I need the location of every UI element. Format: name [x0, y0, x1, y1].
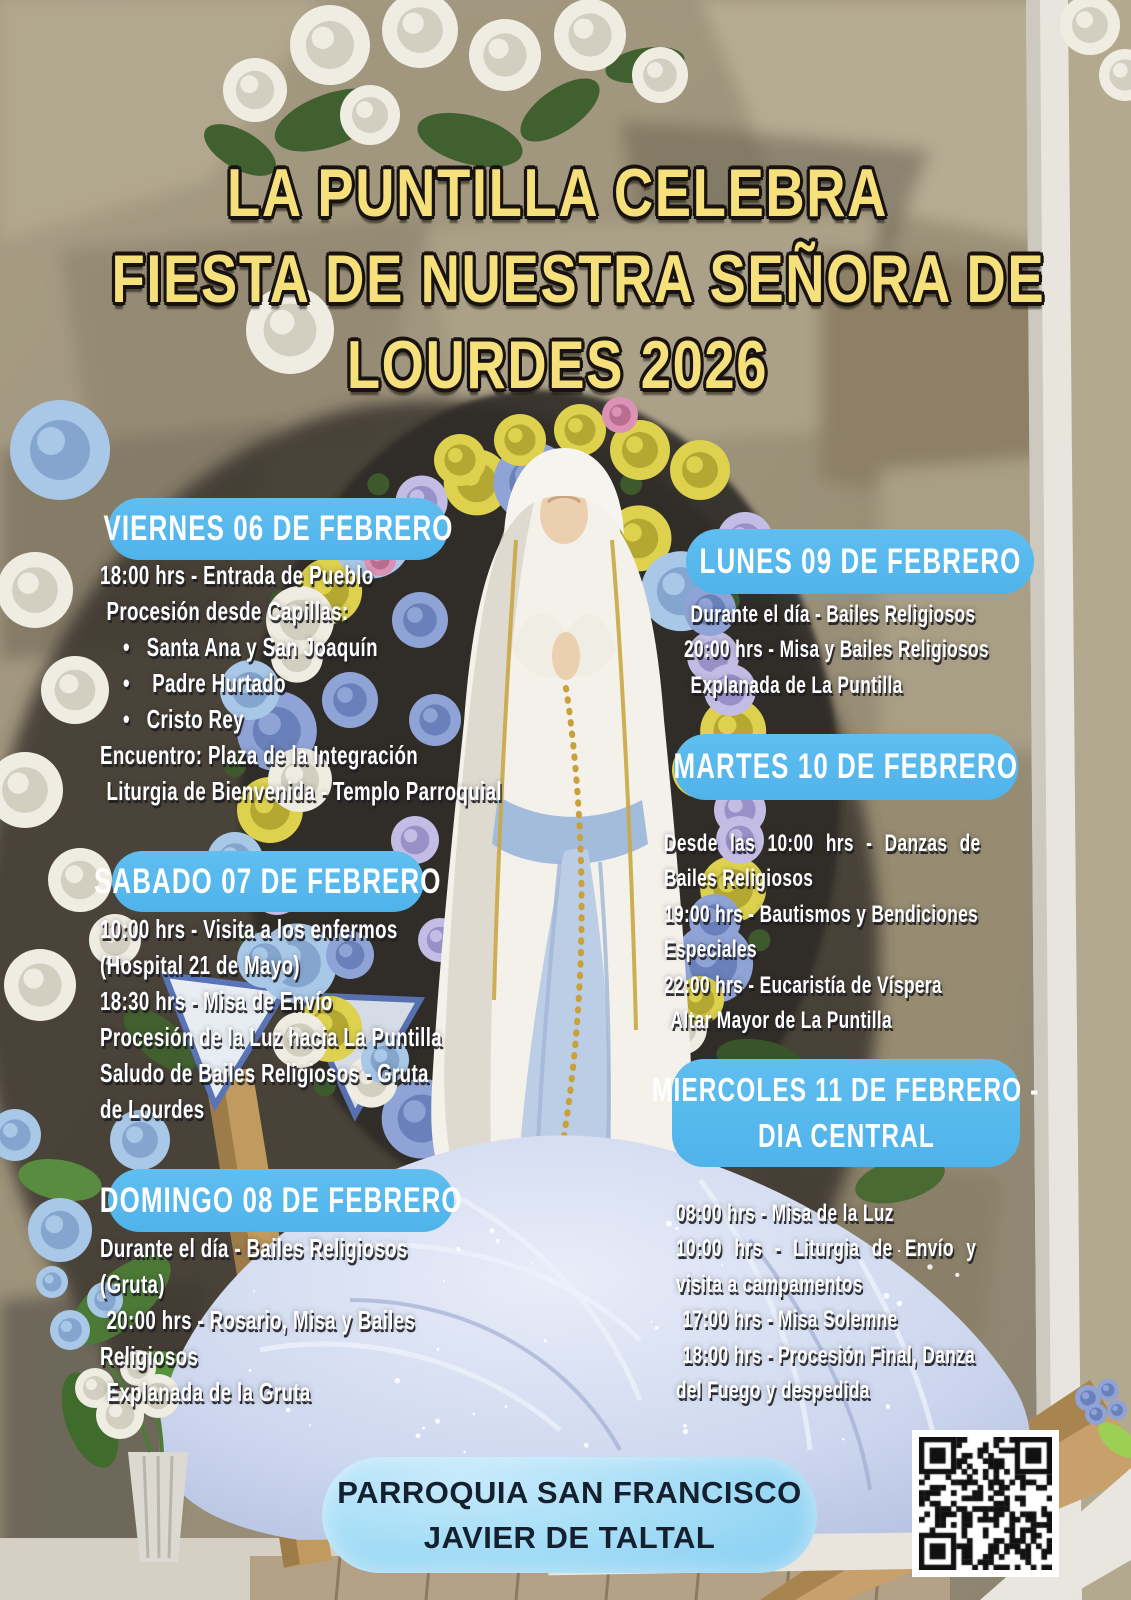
schedule-line: 19:00 hrs - Bautismos y Bendiciones — [664, 900, 979, 928]
schedule-line: 10:00 hrs - Visita a los enfermos — [100, 914, 398, 944]
schedule-line: 17:00 hrs - Misa Solemne — [682, 1306, 898, 1334]
section-header-label: DIA CENTRAL — [757, 1117, 935, 1154]
schedule-martes-10 — [664, 826, 1104, 1038]
schedule-line: del Fuego y despedida — [676, 1377, 870, 1405]
schedule-line: 08:00 hrs - Misa de la Luz — [676, 1200, 894, 1227]
section-header-label: DOMINGO 08 DE FEBRERO — [99, 1180, 463, 1220]
section-header-label: VIERNES 06 DE FEBRERO — [102, 509, 454, 548]
schedule-line: Bailes Religiosos — [664, 865, 814, 893]
title-line-1: LA PUNTILLA CELEBRA — [227, 155, 888, 231]
section-header-label: LUNES 09 DE FEBRERO — [699, 541, 1021, 581]
section-header-lunes-09 — [686, 529, 1034, 594]
schedule-line: Procesión desde Capillas: — [106, 596, 349, 626]
schedule-viernes-06 — [100, 557, 658, 809]
schedule-line: Especiales — [664, 936, 757, 964]
schedule-lunes-09 — [684, 597, 1108, 703]
schedule-line: Liturgia de Bienvenida - Templo Parroquial — [106, 776, 502, 806]
schedule-line: 18:00 hrs - Procesión Final, Danza — [682, 1341, 976, 1369]
schedule-line: Saludo de Bailes Religiosos - Gruta — [100, 1058, 429, 1088]
schedule-line: 20:00 hrs - Misa y Bailes Religiosos — [684, 636, 989, 664]
schedule-line: 18:30 hrs - Misa de Envío — [100, 986, 333, 1016]
schedule-line: (Hospital 21 de Mayo) — [100, 950, 301, 980]
section-header-sabado-07 — [94, 851, 442, 912]
schedule-domingo-08 — [100, 1230, 538, 1410]
title-line-3: LOURDES 2026 — [346, 327, 769, 403]
schedule-line: Durante el día - Bailes Religiosos — [100, 1233, 408, 1263]
schedule-line: 22:00 hrs - Eucaristía de Víspera — [664, 971, 942, 999]
schedule-line: Durante el día - Bailes Religiosos — [690, 601, 976, 628]
schedule-line: • Cristo Rey — [123, 704, 244, 734]
parish-name-pill — [322, 1457, 817, 1573]
section-header-domingo-08 — [99, 1169, 463, 1232]
schedule-line: Procesión de la Luz hacia La Puntilla — [100, 1022, 443, 1052]
section-header-miercoles-11 — [652, 1059, 1040, 1167]
schedule-miercoles-11 — [676, 1196, 1093, 1408]
schedule-line: Encuentro: Plaza de la Integración — [100, 740, 419, 770]
schedule-line: • Padre Hurtado — [123, 668, 286, 698]
section-header-viernes-06 — [102, 498, 454, 560]
poster-title — [0, 150, 1115, 408]
section-header-label: MIERCOLES 11 DE FEBRERO - — [652, 1071, 1040, 1108]
schedule-line: 10:00 hrs - Liturgia de Envío y — [676, 1235, 977, 1263]
schedule-line: • Santa Ana y San Joaquín — [123, 632, 378, 662]
schedule-line: (Gruta) — [100, 1269, 165, 1299]
qr-code-canvas — [919, 1437, 1052, 1570]
qr-code — [912, 1430, 1059, 1577]
parish-name-line: PARROQUIA SAN FRANCISCO — [337, 1475, 802, 1510]
parish-name-line: JAVIER DE TALTAL — [423, 1520, 716, 1555]
schedule-line: de Lourdes — [100, 1094, 205, 1124]
schedule-line: Desde las 10:00 hrs - Danzas de — [664, 830, 981, 857]
section-header-label: MARTES 10 DE FEBRERO — [673, 747, 1019, 786]
schedule-line: Altar Mayor de La Puntilla — [670, 1007, 893, 1035]
schedule-line: Explanada de La Puntilla — [690, 671, 903, 699]
title-line-2: FIESTA DE NUESTRA SEÑORA DE — [111, 241, 1046, 317]
schedule-line: Explanada de la Gruta — [106, 1377, 311, 1407]
schedule-line: 20:00 hrs - Rosario, Misa y Bailes — [106, 1305, 416, 1335]
section-header-label: SABADO 07 DE FEBRERO — [94, 861, 442, 901]
schedule-line: 18:00 hrs - Entrada de Pueblo — [100, 560, 374, 590]
schedule-line: Religiosos — [100, 1341, 199, 1371]
schedule-sabado-07 — [100, 911, 575, 1127]
section-header-martes-10 — [674, 734, 1018, 800]
schedule-line: visita a campamentos — [676, 1270, 863, 1298]
